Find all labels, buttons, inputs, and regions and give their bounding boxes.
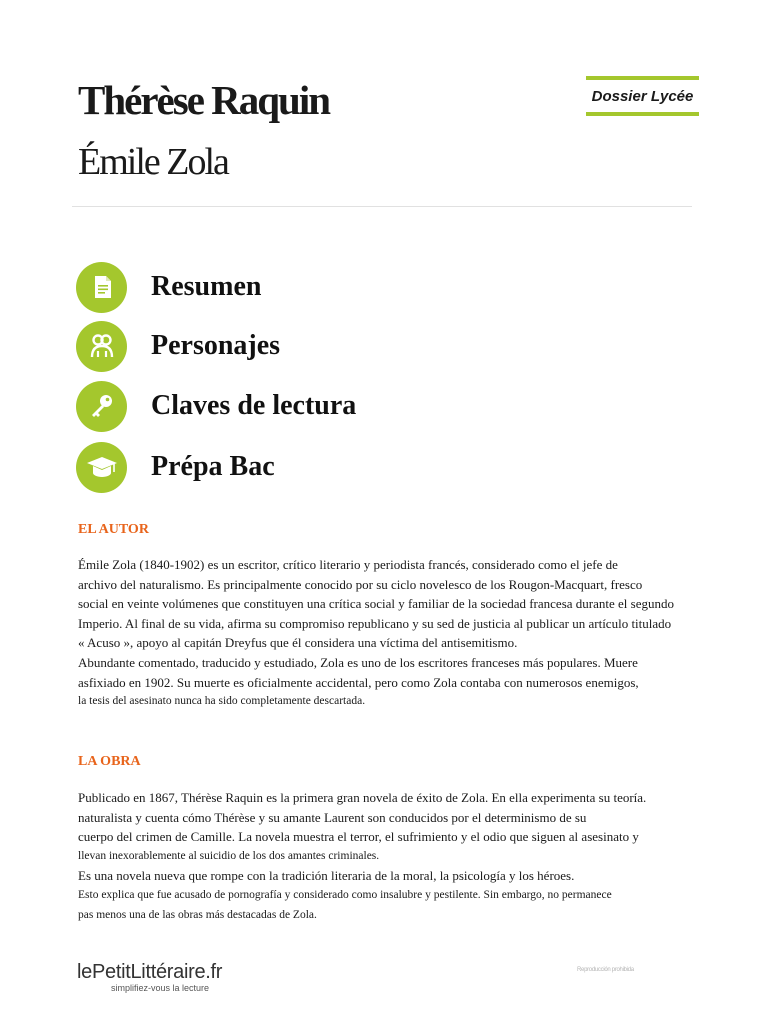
- text-line: Abundante comentado, traducido y estudiado, Zola es uno de los escritores franceses más populares. Muere: [78, 654, 638, 670]
- text-line: llevan inexorablemente al suicidio de los dos amantes criminales.: [78, 849, 380, 862]
- dossier-badge: Dossier Lycée: [586, 76, 699, 116]
- text-line: cuerpo del crimen de Camille. La novela muestra el terror, el sufrimiento y el odio que siguen al asesinato y: [78, 829, 639, 845]
- text-line: naturalista y cuenta cómo Thérèse y su amante Laurent son conducidos por el determinismo de su: [78, 809, 587, 825]
- menu-label: Prépa Bac: [151, 451, 275, 482]
- publisher-logo: [77, 961, 222, 993]
- document-icon: [76, 262, 127, 313]
- menu-item-personajes[interactable]: [76, 321, 280, 371]
- document-title: Thérèse Raquin: [78, 77, 330, 123]
- logo-wordmark: lePetitLittéraire.fr: [77, 961, 223, 983]
- author-name: Émile Zola: [78, 141, 228, 183]
- graduation-cap-icon: [76, 442, 127, 493]
- menu-label: Personajes: [151, 330, 281, 361]
- text-line: « Acuso », apoyo al capitán Dreyfus que él considera una víctima del antisemitismo.: [78, 635, 518, 651]
- text-line: asfixiado en 1902. Su muerte es oficialmente accidental, pero como Zola contaba con numerosos enemigos,: [78, 674, 639, 690]
- text-line: Publicado en 1867, Thérèse Raquin es la primera gran novela de éxito de Zola. En ella experimenta su teoría.: [78, 790, 647, 805]
- menu-item-resumen[interactable]: [76, 262, 261, 312]
- text-line: Émile Zola (1840-1902) es un escritor, crítico literario y periodista francés, considerado como el jefe de: [78, 557, 618, 572]
- menu-label: Resumen: [151, 271, 262, 302]
- people-icon: [76, 321, 127, 372]
- text-line: archivo del naturalismo. Es principalmente conocido por su ciclo novelesco de los Rougon-Macquart, fresco: [78, 576, 643, 592]
- text-line: pas menos una de las obras más destacadas de Zola.: [78, 908, 317, 921]
- text-line: Imperio. Al final de su vida, afirma su compromiso republicano y su sed de justicia al publicar un artículo titulado: [78, 615, 672, 631]
- menu-label: Claves de lectura: [151, 390, 357, 421]
- text-line: social en veinte volúmenes que constituyen una crítica social y familiar de la sociedad francesa durante el segundo: [78, 596, 674, 612]
- menu-item-claves-de-lectura[interactable]: [76, 381, 356, 431]
- work-paragraph: [78, 788, 718, 925]
- footer-watermark: Reproducción prohibida: [577, 967, 634, 973]
- header-divider: [72, 206, 692, 207]
- section-heading-author: EL AUTOR: [78, 522, 149, 537]
- key-icon: [76, 381, 127, 432]
- text-line: Es una novela nueva que rompe con la tradición literaria de la moral, la psicología y los héroes.: [78, 868, 575, 884]
- section-heading-work: LA OBRA: [78, 754, 141, 769]
- logo-tagline: simplifiez-vous la lecture: [111, 983, 210, 993]
- menu-item-prepa-bac[interactable]: [76, 442, 275, 492]
- text-line: la tesis del asesinato nunca ha sido completamente descartada.: [78, 695, 366, 708]
- author-paragraph: [78, 555, 718, 712]
- text-line: Esto explica que fue acusado de pornografía y considerado como insalubre y pestilente. Sin embargo, no permanece: [78, 888, 612, 901]
